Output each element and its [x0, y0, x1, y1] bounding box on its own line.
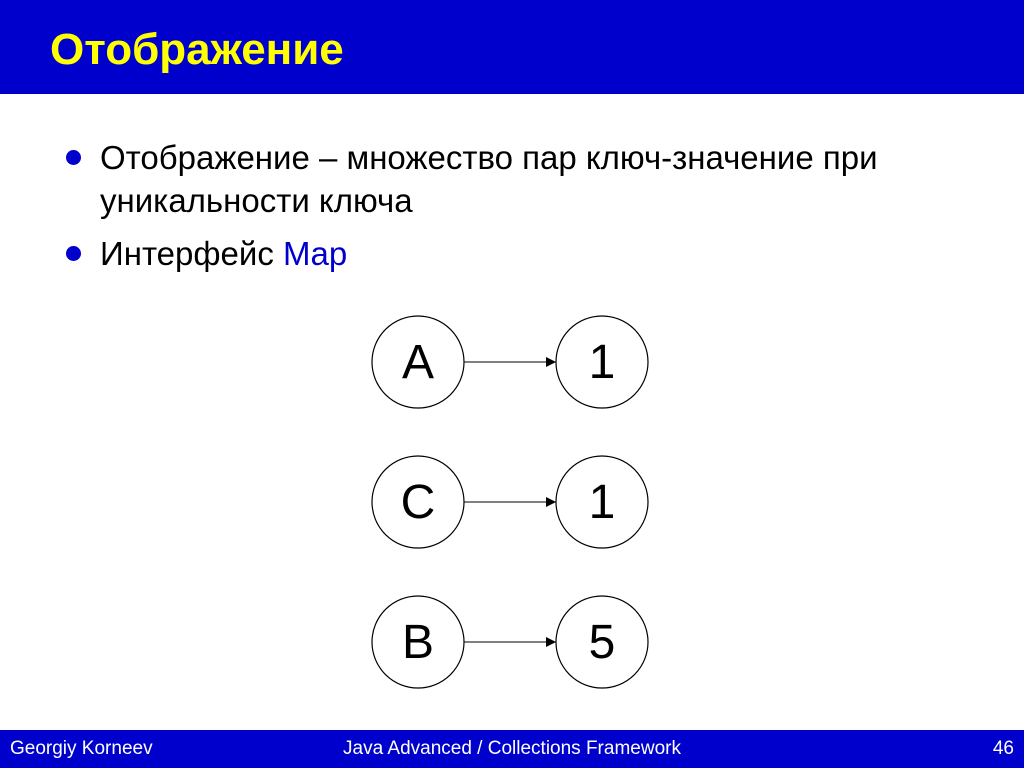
code-term: Map — [283, 235, 348, 272]
bullet-dot-icon — [66, 246, 81, 261]
key-label: C — [400, 476, 436, 529]
pair-row — [372, 316, 648, 408]
bullet-item — [62, 232, 962, 275]
value-label: 1 — [588, 336, 616, 389]
bullet-text-prefix: Интерфейс — [100, 235, 274, 272]
bullet-list — [62, 136, 962, 285]
pair-row — [372, 456, 648, 548]
bullet-item — [62, 136, 962, 222]
value-label: 1 — [588, 476, 616, 529]
key-label: B — [401, 616, 435, 669]
key-value-diagram — [360, 310, 660, 700]
slide-title: Отображение — [50, 25, 344, 74]
bullet-text: Отображение – множество пар ключ-значение при уникальности ключа — [100, 139, 878, 219]
pair-row — [372, 596, 648, 688]
slide-header — [0, 0, 1024, 94]
value-label: 5 — [588, 616, 616, 669]
page-number: 46 — [992, 738, 1014, 759]
key-label: A — [401, 336, 435, 389]
footer-author: Georgiy Korneev — [10, 738, 153, 759]
footer-course: Java Advanced / Collections Framework — [343, 738, 681, 759]
bullet-dot-icon — [66, 150, 81, 165]
slide-footer — [0, 730, 1024, 768]
